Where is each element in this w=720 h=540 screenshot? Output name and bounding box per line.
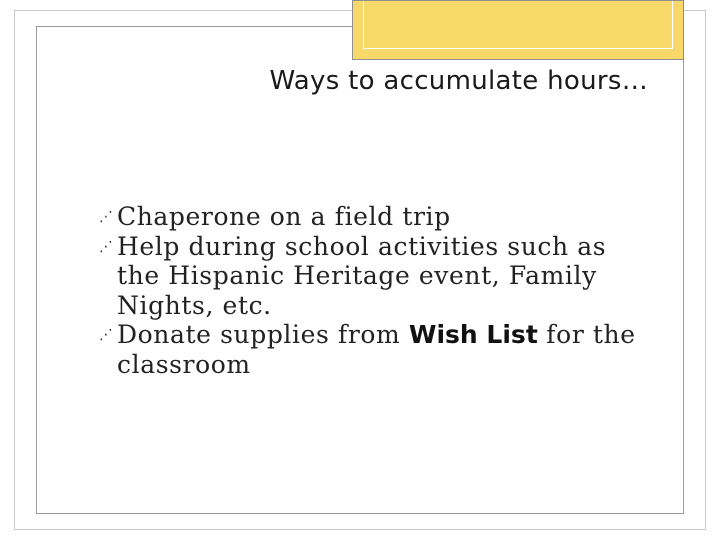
wifi-signal-icon: ⋰ — [99, 238, 114, 255]
accent-inner-border — [363, 1, 673, 49]
bullet-text: Help during school activities such as the Hispanic Heritage event, Family Nights, etc. — [117, 231, 607, 320]
wish-list-highlight: Wish List — [408, 320, 538, 349]
wifi-signal-icon: ⋰ — [99, 327, 114, 343]
bullet-item — [100, 202, 640, 232]
bullet-text-after: for the classroom — [117, 320, 636, 379]
slide-title: Ways to accumulate hours… — [269, 66, 648, 96]
bullet-text: Chaperone on a field trip — [117, 202, 451, 231]
accent-header-block — [352, 0, 684, 60]
wifi-signal-icon: ⋰ — [99, 209, 114, 225]
bullet-item — [100, 320, 640, 379]
bullet-item — [100, 232, 640, 321]
bullet-list — [100, 202, 640, 379]
bullet-text-before: Donate supplies from — [117, 320, 409, 349]
